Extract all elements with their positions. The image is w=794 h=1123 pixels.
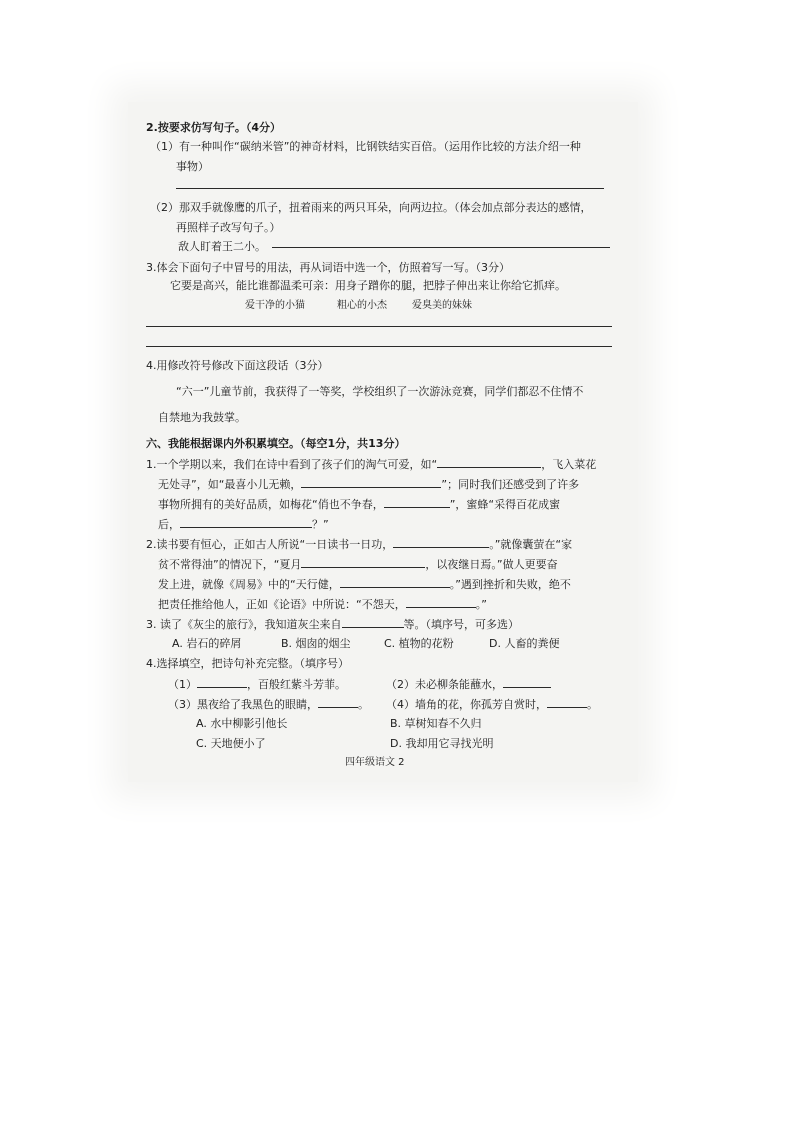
q2-p1-answer-line [176, 188, 604, 189]
q2-p1-line1: （1）有一种叫作“碳纳米管”的神奇材料，比钢铁结实百倍。（运用作比较的方法介绍一种 [150, 140, 581, 153]
fill-blank[interactable] [437, 457, 541, 468]
fill-blank[interactable] [318, 697, 358, 708]
fill-blank[interactable] [342, 617, 404, 628]
fill-blank[interactable] [406, 597, 476, 608]
q3-option: 爱干净的小猫 [245, 300, 305, 311]
s6-q4-title: 4.选择填空，把诗句补充完整。（填序号） [146, 657, 349, 670]
s6-q2-line3: 发上进，就像《周易》中的“天行健， 。”遇到挫折和失败，绝不 [158, 578, 571, 591]
fill-blank[interactable] [197, 677, 247, 688]
section6-title: 六、我能根据课内外积累填空。（每空1分，共13分） [146, 437, 406, 450]
s6-q1-line3: 事物所拥有的美好品质，如梅花“俏也不争春， ”，蜜蜂“采得百花成蜜 [158, 498, 561, 511]
q3-title: 3.体会下面句子中冒号的用法，再从词语中选一个，仿照着写一写。（3分） [146, 261, 510, 274]
fill-blank[interactable] [301, 557, 425, 568]
s6-q4-item3: （3）黑夜给了我黑色的眼睛， 。 [168, 698, 369, 711]
fill-blank[interactable] [301, 477, 441, 488]
q2-title: 2.按要求仿写句子。（4分） [146, 121, 281, 134]
s6-q1-line4: 后， ？” [158, 518, 329, 531]
s6-q3-option: A. 岩石的碎屑 [172, 637, 242, 650]
q3-answer-line-1 [146, 326, 612, 327]
s6-q3-line: 3. 读了《灰尘的旅行》，我知道灰尘来自 等。（填序号，可多选） [146, 618, 519, 631]
s6-q2-line2: 贫不常得油”的情况下，“夏月 ，以夜继日焉。”做人更要奋 [158, 558, 558, 571]
q4-line1: “六一”儿童节前，我获得了一等奖，学校组织了一次游泳竞赛，同学们都忍不住情不 [176, 385, 584, 398]
fill-blank[interactable] [180, 517, 312, 528]
s6-q4-item1: （1） ，百般红紫斗芳菲。 [168, 678, 346, 691]
s6-q4-option: C. 天地便小了 [196, 737, 266, 750]
s6-q1-line1: 1.一个学期以来，我们在诗中看到了孩子们的淘气可爱，如“ ，飞入菜花 [146, 458, 597, 471]
s6-q3-option: D. 人畜的粪便 [489, 637, 560, 650]
q4-title: 4.用修改符号修改下面这段话（3分） [146, 359, 329, 372]
fill-blank[interactable] [547, 697, 587, 708]
q2-p2-answer-line [272, 247, 610, 248]
s6-q1-line2: 无处寻”，如“最喜小儿无赖， ”；同时我们还感受到了许多 [158, 478, 580, 491]
s6-q4-item4: （4）墙角的花，你孤芳自赏时， 。 [386, 698, 598, 711]
q3-sentence: 它要是高兴，能比谁都温柔可亲：用身子蹭你的腿，把脖子伸出来让你给它抓痒。 [170, 279, 566, 292]
q3-answer-line-2 [146, 346, 612, 347]
s6-q4-option: B. 草树知春不久归 [390, 717, 482, 730]
q2-p2-prompt: 敌人盯着王二小。 [178, 240, 266, 253]
q2-p2-line2: 再照样子改写句子。） [176, 221, 281, 234]
q3-option: 粗心的小杰 [337, 300, 387, 311]
s6-q4-item2: （2）未必柳条能蘸水， [386, 677, 551, 692]
q2-p1-line2: 事物） [176, 160, 209, 173]
s6-q4-option: A. 水中柳影引他长 [196, 717, 288, 730]
s6-q4-option: D. 我却用它寻找光明 [390, 737, 494, 750]
s6-q2-line4: 把责任推给他人，正如《论语》中所说：“不怨天， 。” [158, 598, 487, 611]
s6-q2-line1: 2.读书要有恒心，正如古人所说“一日读书一日功， 。”就像囊萤在“家 [146, 538, 573, 551]
s6-q3-option: B. 烟囱的烟尘 [281, 637, 351, 650]
fill-blank[interactable] [503, 677, 551, 688]
page-footer: 四年级语文 2 [345, 757, 405, 768]
fill-blank[interactable] [340, 577, 450, 588]
q3-option: 爱臭美的妹妹 [412, 300, 472, 311]
fill-blank[interactable] [384, 497, 450, 508]
q4-line2: 自禁地为我鼓掌。 [158, 411, 246, 424]
s6-q3-option: C. 植物的花粉 [384, 637, 454, 650]
fill-blank[interactable] [393, 537, 489, 548]
q2-p2-line1: （2）那双手就像鹰的爪子，扭着雨来的两只耳朵，向两边拉。（体会加点部分表达的感情， [150, 201, 592, 214]
